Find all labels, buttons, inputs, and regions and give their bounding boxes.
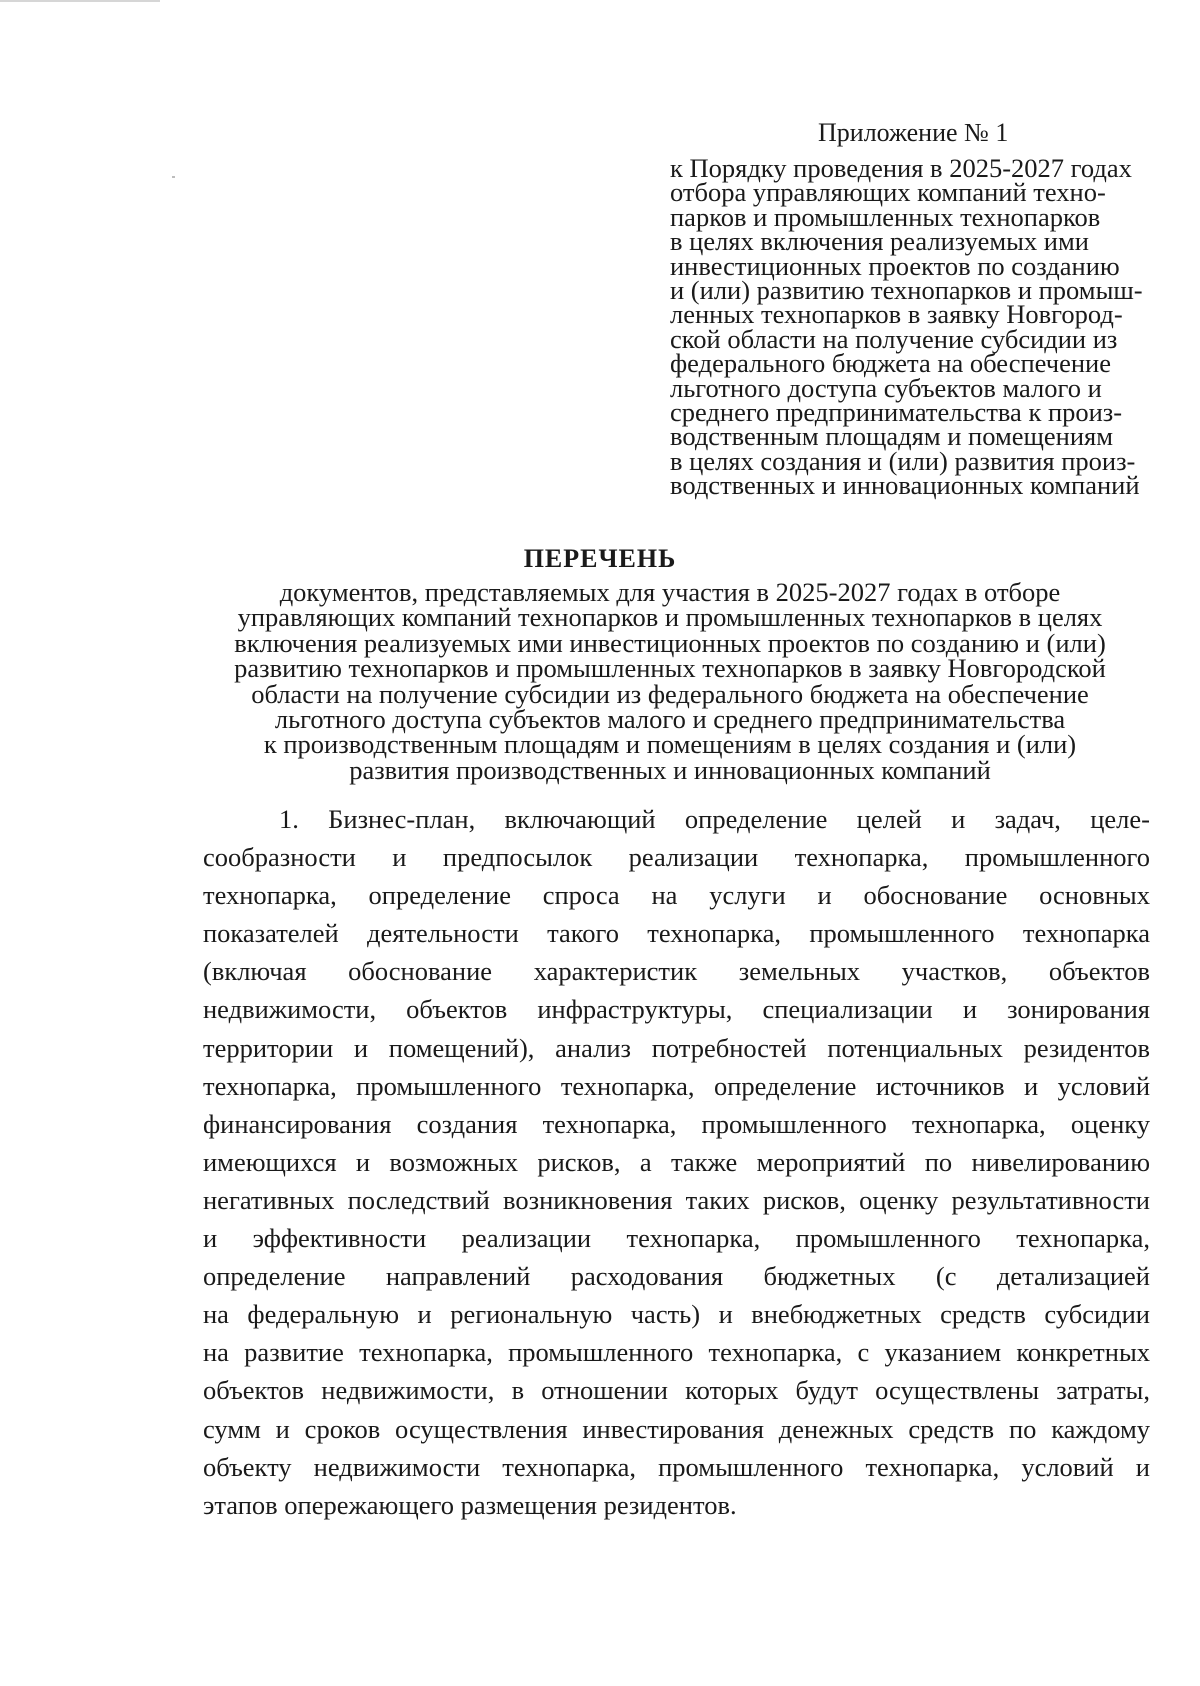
- appendix-line: к Порядку проведения в 2025-2027 годах: [670, 153, 1132, 183]
- appendix-line: федерального бюджета на обеспечение: [670, 348, 1111, 379]
- item-line: (включая обоснование характеристик земельных участков, объектов: [203, 956, 1150, 987]
- subtitle-line: документов, представляемых для участия в 2025-2027 годах в отборе: [279, 577, 1061, 607]
- scan-edge-mark: [0, 0, 160, 2]
- appendix-line: отбора управляющих компаний техно-: [670, 177, 1106, 208]
- appendix-line: среднего предпринимательства к произ-: [670, 397, 1123, 428]
- subtitle-line: области на получение субсидии из федерального бюджета на обеспечение: [251, 678, 1089, 709]
- appendix-line: в целях включения реализуемых ими: [670, 226, 1089, 257]
- appendix-line: ленных технопарков в заявку Новгород-: [670, 299, 1123, 330]
- subtitle-line: к производственным площадям и помещениям в целях создания и (или): [263, 729, 1077, 760]
- item-line: негативных последствий возникновения таких рисков, оценку результативности: [203, 1184, 1150, 1215]
- appendix-line: водственным площадям и помещениям: [670, 421, 1113, 452]
- item-line: технопарка, промышленного технопарка, определение источников и условий: [203, 1070, 1150, 1101]
- appendix-line: и (или) развитию технопарков и промыш-: [670, 275, 1143, 306]
- item-line: этапов опережающего размещения резидентов.: [203, 1489, 737, 1520]
- document-title: ПЕРЕЧЕНЬ: [523, 544, 677, 573]
- appendix-reference: [670, 153, 1170, 501]
- item-line: территории и помещений), анализ потребностей потенциальных резидентов: [203, 1032, 1150, 1063]
- appendix-line: водственных и инновационных компаний: [670, 470, 1140, 501]
- item-line: на федеральную и региональную часть) и внебюджетных средств субсидии: [203, 1299, 1150, 1330]
- subtitle-line: развития производственных и инновационных компаний: [349, 754, 991, 785]
- subtitle-line: развитию технопарков и промышленных технопарков в заявку Новгородской: [234, 653, 1106, 684]
- subtitle-line: включения реализуемых ими инвестиционных проектов по созданию и (или): [234, 627, 1106, 658]
- item-line: недвижимости, объектов инфраструктуры, специализации и зонирования: [203, 994, 1150, 1025]
- item-line: сумм и сроков осуществления инвестирования денежных средств по каждому: [203, 1413, 1150, 1444]
- item-line: объектов недвижимости, в отношении которых будут осуществлены затраты,: [203, 1375, 1150, 1406]
- document-subtitle: [180, 577, 1160, 785]
- scan-speck: [172, 176, 175, 178]
- item-line: технопарка, определение спроса на услуги и обоснование основных: [203, 880, 1150, 911]
- item-line: сообразности и предпосылок реализации технопарка, промышленного: [203, 842, 1150, 873]
- appendix-line: парков и промышленных технопарков: [670, 201, 1101, 232]
- subtitle-line: управляющих компаний технопарков и промышленных технопарков в целях: [237, 602, 1103, 633]
- item-line: на развитие технопарка, промышленного технопарка, с указанием конкретных: [203, 1337, 1150, 1368]
- item-line: финансирования создания технопарка, промышленного технопарка, оценку: [203, 1108, 1150, 1139]
- item-line: 1. Бизнес-план, включающий определение целей и задач, целе-: [279, 804, 1150, 834]
- appendix-line: ской области на получение субсидии из: [670, 323, 1118, 354]
- item-line: имеющихся и возможных рисков, а также мероприятий по нивелированию: [203, 1146, 1150, 1177]
- item-line: определение направлений расходования бюджетных (с детализацией: [203, 1261, 1150, 1292]
- item-line: показателей деятельности такого технопарка, промышленного технопарка: [203, 918, 1150, 949]
- appendix-line: в целях создания и (или) развития произ-: [670, 445, 1136, 476]
- item-line: объекту недвижимости технопарка, промышленного технопарка, условий и: [203, 1451, 1150, 1482]
- appendix-line: льготного доступа субъектов малого и: [670, 372, 1102, 403]
- appendix-line: инвестиционных проектов по созданию: [670, 250, 1120, 281]
- item-line: и эффективности реализации технопарка, промышленного технопарка,: [203, 1223, 1150, 1254]
- list-item-1: [203, 800, 1150, 1524]
- subtitle-line: льготного доступа субъектов малого и среднего предпринимательства: [274, 704, 1066, 735]
- appendix-number: Приложение № 1: [818, 118, 1009, 147]
